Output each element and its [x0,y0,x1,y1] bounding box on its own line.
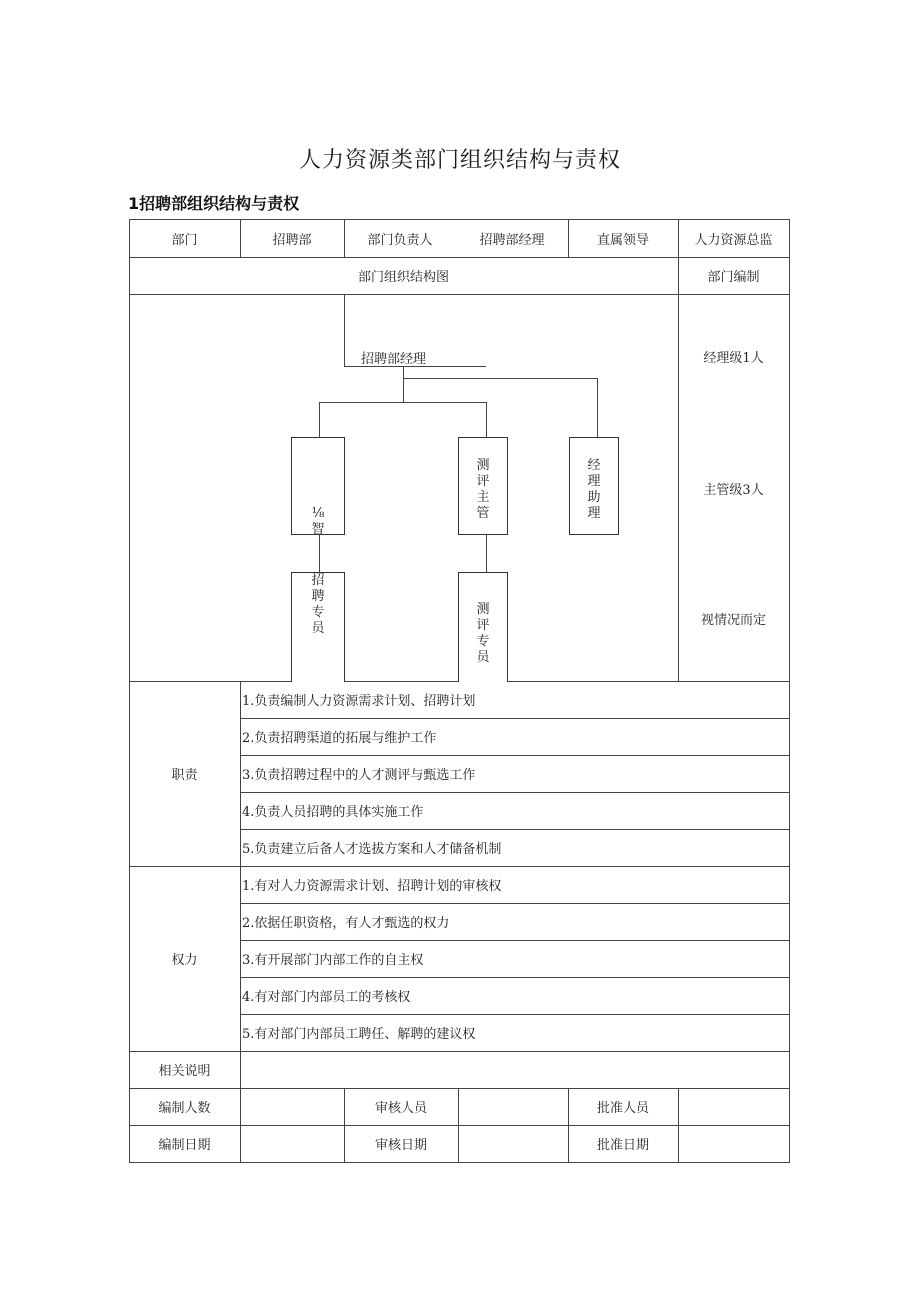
org-node-assistant [569,437,619,535]
notes-label: 相关说明 [158,1064,211,1079]
direct-leader-value: 人力资源总监 [694,232,773,248]
authority-item: 5.有对部门内部员工聘任、解聘的建议权 [242,1027,476,1042]
authority-label: 权力 [171,953,198,968]
review-date-label: 审核日期 [374,1138,427,1153]
dept-label: 部门 [171,232,198,248]
org-node-supervisor-1 [291,437,345,535]
org-node-recruiter-label: 招聘专员 [311,573,325,636]
compile-date-value[interactable] [240,1125,344,1162]
authority-item: 4.有对部门内部员工的考核权 [242,990,411,1005]
org-node-recruiter [291,572,345,682]
authority-item: 3.有开展部门内部工作的自主权 [242,953,424,968]
authority-item: 2.依据任职资格，有人才甄选的权力 [242,916,450,931]
authority-item: 1.有对人力资源需求计划、招聘计划的审核权 [242,879,502,894]
duty-item: 5.负责建立后备人才选拔方案和人才储备机制 [242,842,502,857]
approve-date-value[interactable] [678,1125,789,1162]
notes-value[interactable] [240,1051,789,1088]
duty-item: 3.负责招聘过程中的人才测评与甄选工作 [242,768,476,783]
dept-head-value: 招聘部经理 [479,232,545,248]
dept-value: 招聘部 [272,232,312,248]
org-node-supervisor-2 [458,437,508,535]
approve-date-label: 批准日期 [596,1138,649,1153]
approver-label: 批准人员 [596,1101,649,1116]
org-node-assessor-label: 测评专员 [476,602,490,665]
reviewer-label: 审核人员 [374,1101,427,1116]
review-date-value[interactable] [458,1125,568,1162]
reviewer-value[interactable] [458,1088,568,1125]
duty-item: 2.负责招聘渠道的拓展与维护工作 [242,731,437,746]
org-node-supervisor-1-label: ⅛智 [311,506,325,537]
duty-item: 4.负责人员招聘的具体实施工作 [242,805,424,820]
document-title: 人力资源类部门组织结构与责权 [298,148,621,173]
compile-date-label: 编制日期 [158,1138,211,1153]
compiler-label: 编制人数 [158,1101,211,1116]
org-node-assistant-label: 经理助理 [587,458,601,521]
duty-item: 1.负责编制人力资源需求计划、招聘计划 [242,694,476,709]
dept-head-label: 部门负责人 [367,232,433,248]
section-title: 1招聘部组织结构与责权 [128,194,300,213]
direct-leader-label: 直属领导 [596,232,649,248]
approver-value[interactable] [678,1088,789,1125]
duties-label: 职责 [171,768,198,783]
org-chart-heading: 部门组织结构图 [357,270,449,285]
staffing-staff: 视情况而定 [700,612,766,628]
staffing-manager: 经理级1人 [703,350,764,366]
org-node-assessor [458,572,508,682]
org-node-supervisor-2-label: 测评主管 [476,458,490,521]
org-node-manager: 招聘部经理 [361,352,427,367]
staffing-heading: 部门编制 [707,270,760,285]
compiler-value[interactable] [240,1088,344,1125]
staffing-supervisor: 主管级3人 [703,482,764,498]
